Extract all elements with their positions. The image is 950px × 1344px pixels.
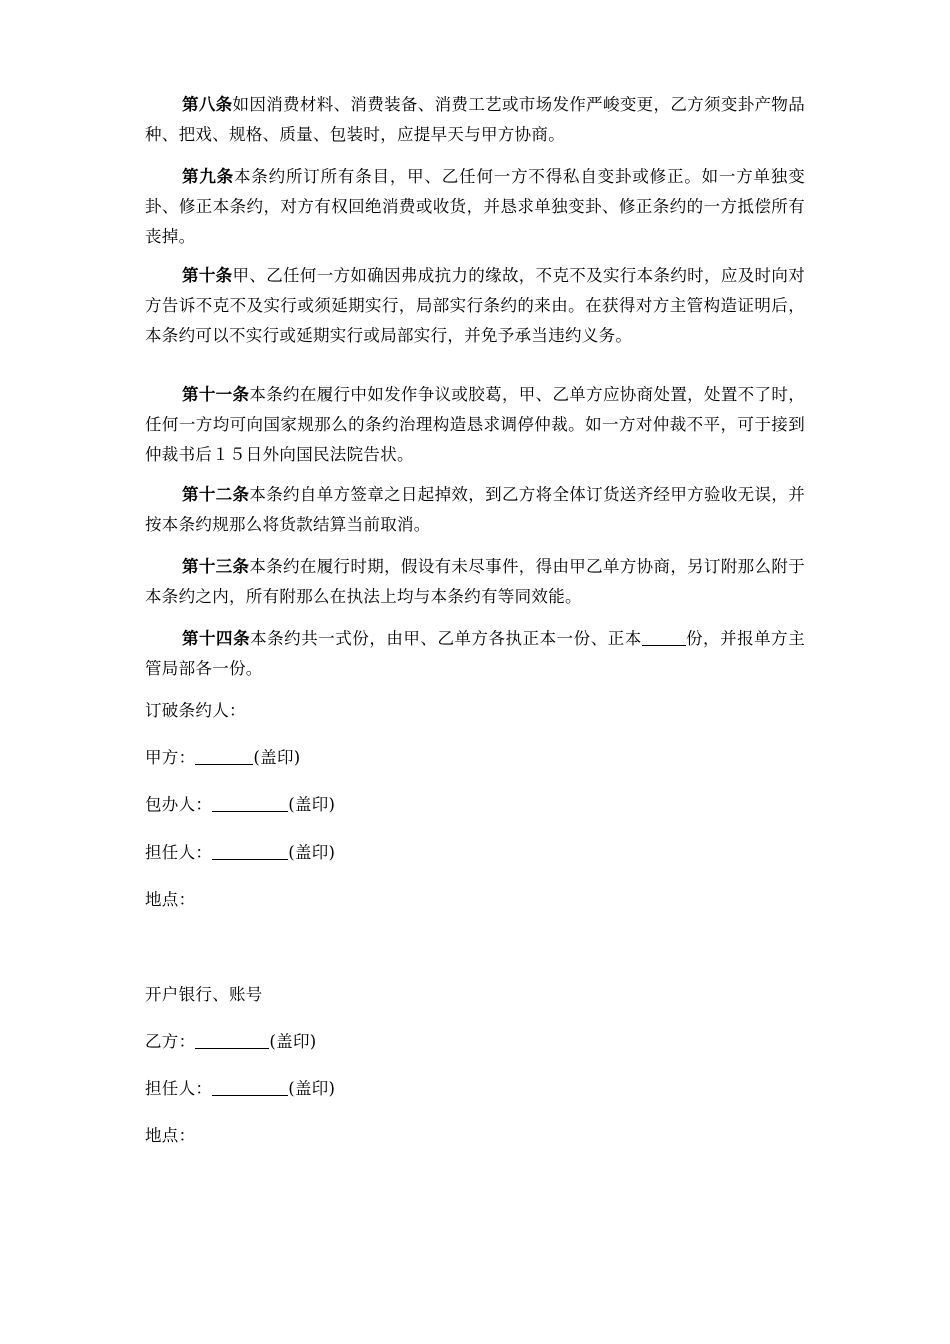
article-number: 第十二条 bbox=[182, 485, 250, 504]
seal-note: (盖印) bbox=[288, 795, 336, 814]
seal-note: (盖印) bbox=[269, 1032, 317, 1051]
article-11 bbox=[145, 380, 805, 470]
party-b-label: 乙方： bbox=[145, 1032, 196, 1051]
party-a-label: 甲方： bbox=[145, 748, 196, 767]
article-number: 第十四条 bbox=[182, 629, 251, 648]
party-b-blank bbox=[195, 1030, 269, 1049]
article-8 bbox=[145, 90, 805, 150]
address-line-b: 地点： bbox=[145, 1126, 196, 1145]
article-text: 本条约共一式份，由甲、乙单方各执正本一份、正本 bbox=[250, 629, 642, 648]
responsible-blank bbox=[212, 1077, 288, 1096]
responsible-label: 担任人： bbox=[145, 1079, 213, 1098]
seal-note: (盖印) bbox=[288, 1079, 336, 1098]
article-13 bbox=[145, 552, 805, 612]
article-number: 第十条 bbox=[182, 266, 233, 285]
bank-account-line: 开户银行、账号 bbox=[145, 985, 263, 1004]
article-text: 本条约在履行时期，假设有未尽事件，得由甲乙单方协商，另订附那么附于本条约之内，所有附那么在执法上均与本条约有等同效能。 bbox=[145, 557, 805, 606]
article-12 bbox=[145, 480, 805, 540]
handler-line bbox=[145, 790, 335, 820]
responsible-blank bbox=[212, 841, 288, 860]
responsible-label: 担任人： bbox=[145, 843, 213, 862]
article-number: 第十三条 bbox=[182, 557, 250, 576]
article-text: 本条约所订所有条目，甲、乙任何一方不得私自变卦或修正。如一方单独变卦、修正本条约，对方有权回绝消费或收货，并恳求单独变卦、修正条约的一方抵偿所有丧掉。 bbox=[145, 167, 805, 246]
handler-blank bbox=[212, 793, 288, 812]
article-text: 本条约自单方签章之日起掉效，到乙方将全体订货送齐经甲方验收无误，并按本条约规那么将货款结算当前取消。 bbox=[145, 485, 805, 534]
article-14 bbox=[145, 624, 805, 684]
article-number: 第九条 bbox=[182, 167, 234, 186]
party-b-line bbox=[145, 1027, 316, 1057]
article-9 bbox=[145, 162, 805, 252]
article-number: 第八条 bbox=[182, 95, 233, 114]
copies-blank bbox=[642, 627, 686, 646]
seal-note: (盖印) bbox=[253, 748, 301, 767]
article-number: 第十一条 bbox=[182, 385, 250, 404]
article-10 bbox=[145, 261, 805, 351]
address-line-a: 地点： bbox=[145, 890, 196, 909]
signatory-heading: 订破条约人： bbox=[145, 701, 246, 720]
article-text: 如因消费材料、消费装备、消费工艺或市场发作严峻变更，乙方须变卦产物品种、把戏、规格、质量、包装时，应提早天与甲方协商。 bbox=[145, 95, 806, 144]
article-text: 本条约在履行中如发作争议或胶葛，甲、乙单方应协商处置，处置不了时，任何一方均可向国家规那么的条约治理构造恳求调停仲裁。如一方对仲裁不平，可于接到仲裁书后１５日外向国民法院告状。 bbox=[145, 385, 805, 464]
article-text-end: 份，并报单方主管局部各一份。 bbox=[145, 629, 805, 678]
responsible-line-b bbox=[145, 1074, 335, 1104]
handler-label: 包办人： bbox=[145, 795, 213, 814]
responsible-line-a bbox=[145, 838, 335, 868]
party-a-line bbox=[145, 743, 300, 773]
party-a-blank bbox=[195, 746, 253, 765]
seal-note: (盖印) bbox=[288, 843, 336, 862]
article-text: 甲、乙任何一方如确因弗成抗力的缘故，不克不及实行本条约时，应及时向对方告诉不克不及实行或须延期实行，局部实行条约的来由。在获得对方主管构造证明后，本条约可以不实行或延期实行或局部实行，并免予承当违约义务。 bbox=[145, 266, 806, 345]
